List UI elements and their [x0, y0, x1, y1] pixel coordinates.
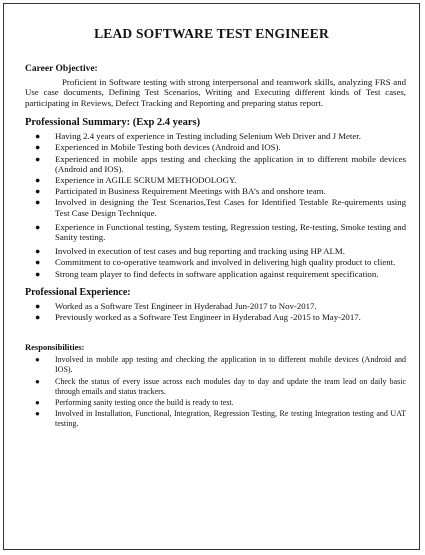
bullet-icon: ● — [35, 300, 41, 311]
list-item-text: Worked as a Software Test Engineer in Hyderabad Jun-2017 to Nov-2017. — [55, 300, 317, 311]
list-item — [35, 376, 406, 397]
list-item — [35, 175, 406, 186]
professional-summary-heading: Professional Summary: (Exp 2.4 years) — [25, 117, 201, 129]
list-item — [35, 409, 406, 429]
list-item-text: Strong team player to find defects in software application against requirement specification. — [55, 268, 379, 279]
professional-experience-heading: Professional Experience: — [25, 286, 131, 298]
bullet-icon: ● — [35, 376, 40, 386]
list-item-text: Having 2.4 years of experience in Testing including Selenium Web Driver and J Meter. — [55, 131, 361, 142]
list-item-text: Participated in Business Requirement Meetings with BA’s and onshore team. — [55, 186, 326, 197]
bullet-icon: ● — [35, 257, 41, 268]
list-item — [35, 312, 406, 323]
list-item-text: Experience in AGILE SCRUM METHODOLOGY. — [55, 175, 237, 186]
list-item — [35, 355, 406, 375]
bullet-icon: ● — [35, 131, 41, 142]
bullet-icon: ● — [35, 246, 41, 257]
resume-page — [3, 3, 420, 550]
professional-summary-list — [25, 131, 406, 279]
list-item-text: Involved in Installation, Functional, Integration, Regression Testing, Re testing Integration testing and UAT testing. — [55, 409, 406, 429]
bullet-icon: ● — [35, 175, 41, 186]
list-item — [35, 221, 406, 243]
list-item-text: Involved in mobile app testing and checking the application in to different mobile devices (Android and IOS). — [55, 355, 406, 375]
professional-experience-section — [25, 287, 406, 322]
bullet-icon: ● — [35, 142, 41, 153]
list-item — [35, 186, 406, 197]
bullet-icon: ● — [35, 312, 41, 323]
list-item — [35, 300, 406, 311]
list-item-text: Experience in Functional testing, System testing, Regression testing, Re-testing, Smoke testing and Sanity testing. — [55, 221, 406, 243]
professional-summary-section — [25, 116, 406, 279]
list-item-text: Experienced in Mobile Testing both devices (Android and IOS). — [55, 142, 281, 153]
list-item — [35, 246, 406, 257]
bullet-icon: ● — [35, 409, 40, 419]
list-item-text: Check the status of every issue across each modules day to day and update the team lead on daily basic through emails and status trackers. — [55, 376, 406, 396]
bullet-icon: ● — [35, 355, 40, 365]
bullet-icon: ● — [35, 197, 41, 208]
career-objective-text: Proficient in Software testing with strong interpersonal and teamwork skills, analyzing FRS and Use case documents, Defining Test Scenarios, Writing and Executing different kinds of Test cases, participating in Reviews, Defect Tracking and Reporting and preparing status report. — [25, 77, 406, 108]
list-item-text: Previously worked as a Software Test Engineer in Hyderabad Aug -2015 to May-2017. — [55, 312, 361, 323]
bullet-icon: ● — [35, 398, 40, 408]
list-item-text: Involved in designing the Test Scenarios,Test Cases for Identified Testable Re-quirements using Test Case Design Technique. — [55, 197, 406, 218]
list-item — [35, 131, 406, 142]
responsibilities-list — [25, 355, 406, 429]
list-item-text: Performing sanity testing once the build is ready to test. — [55, 398, 234, 408]
bullet-icon: ● — [35, 153, 41, 164]
document-title: LEAD SOFTWARE TEST ENGINEER — [94, 26, 329, 41]
list-item — [35, 268, 406, 279]
bullet-icon: ● — [35, 268, 41, 279]
list-item-text: Involved in execution of test cases and bug reporting and tracking using HP ALM. — [55, 246, 345, 257]
bullet-icon: ● — [35, 221, 41, 232]
list-item — [35, 398, 406, 408]
list-item — [35, 257, 406, 268]
responsibilities-heading: Responsibilities: — [25, 342, 85, 353]
list-item-text: Experienced in mobile apps testing and checking the application in to different mobile devices (Android and IOS). — [55, 153, 406, 174]
bullet-icon: ● — [35, 186, 41, 197]
list-item — [35, 153, 406, 174]
list-item — [35, 197, 406, 218]
list-item-text: Commitment to co-operative teamwork and involved in delivering high quality product to client. — [55, 257, 396, 268]
list-item — [35, 142, 406, 153]
career-objective-section — [25, 63, 406, 108]
responsibilities-section — [25, 342, 406, 429]
resume-content — [25, 63, 406, 431]
professional-experience-list — [25, 301, 406, 322]
career-objective-heading: Career Objective: — [25, 64, 98, 74]
